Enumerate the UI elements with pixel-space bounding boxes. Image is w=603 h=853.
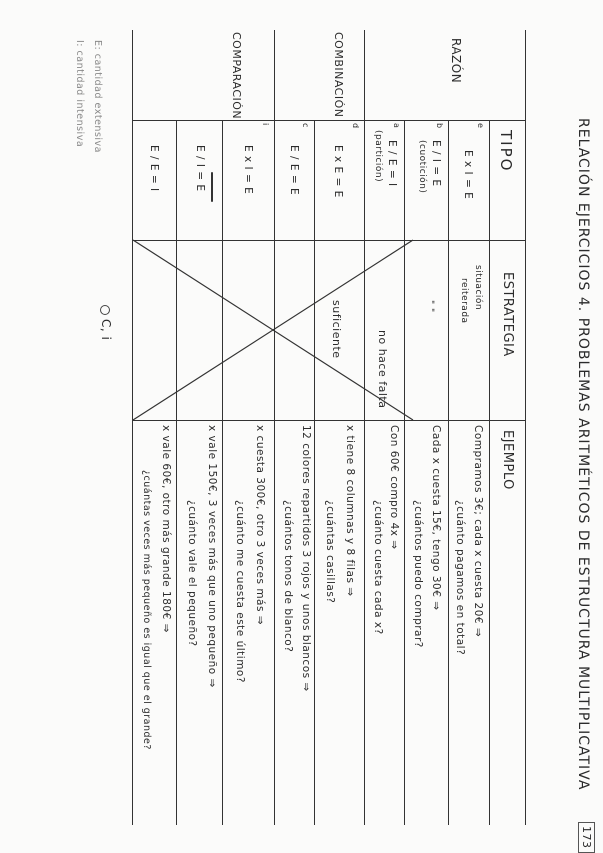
ejemplo-cell: Con 60€ compro 4x ⇒	[388, 425, 400, 550]
page-title: RELACIÓN EJERCICIOS 4. PROBLEMAS ARITMÉTICOS DE ESTRUCTURA MULTIPLICATIVA	[575, 118, 591, 791]
tipo-mark: a	[392, 123, 401, 129]
legend-extensiva: E: cantidad extensiva	[92, 40, 103, 153]
tipo-cell: E / E = I	[386, 140, 398, 187]
tipo-cell: E / I = E	[430, 140, 442, 187]
tipo-mark: e	[476, 123, 485, 129]
header-estrategia: ESTRATEGIA	[500, 272, 515, 357]
tipo-cell: E x I = E	[462, 150, 474, 200]
estrategia-cell: suficiente	[330, 300, 343, 359]
tipo-mark: d	[351, 123, 360, 129]
ejemplo-cell: x tiene 8 columnas y 8 filas ⇒	[344, 425, 356, 597]
ejemplo-cell: ¿cuánto me cuesta este último?	[234, 500, 246, 683]
legend-intensiva: I: cantidad intensiva	[74, 40, 85, 148]
ejemplo-cell: x cuesta 300€, otro 3 veces más ⇒	[254, 425, 266, 626]
estrategia-cell: " "	[425, 300, 435, 313]
ejemplo-cell: x vale 150€, 3 veces más que uno pequeño ⇒	[206, 425, 218, 688]
page-number: 173	[578, 822, 595, 853]
estrategia-cell: no hace falta	[376, 330, 389, 409]
tipo-cell: E / E = I	[148, 145, 160, 192]
group-label-comparacion: COMPARACIÓN	[230, 32, 243, 120]
tipo-cell: (cuotición)	[417, 140, 427, 194]
group-label-razon: RAZÓN	[449, 38, 463, 84]
ejemplo-cell: ¿cuántas veces más pequeño es igual que el grande?	[141, 470, 152, 750]
ejemplo-cell: ¿cuánto cuesta cada x?	[372, 500, 384, 635]
tipo-cell: E x I = E	[242, 145, 254, 195]
header-tipo: TIPO	[497, 130, 515, 173]
tipo-cell: E / I = E	[194, 145, 206, 192]
ejemplo-cell: ¿cuántas casillas?	[324, 500, 336, 604]
tipo-mark: b	[435, 123, 444, 129]
tipo-mark: i	[261, 123, 270, 126]
circled-answer	[99, 305, 113, 340]
ejemplo-cell: Cada x cuesta 15€, tengo 30€ ⇒	[430, 425, 442, 611]
tipo-mark: c	[301, 123, 310, 128]
ejemplo-cell: ¿cuánto vale el pequeño?	[186, 500, 198, 647]
circled-answer-text: C, i	[99, 319, 113, 341]
header-ejemplo: EJEMPLO	[500, 430, 515, 490]
ejemplo-cell: 12 colores repartidos 3 rojos y unos blancos ⇒	[300, 425, 312, 692]
group-label-combinacion: COMBINACIÓN	[332, 32, 345, 118]
estrategia-cell: situación	[473, 265, 483, 311]
ejemplo-cell: ¿cuánto pagamos en total?	[454, 500, 466, 656]
tipo-cell: E x E = E	[332, 145, 344, 198]
ejemplo-cell: ¿cuántos tonos de blanco?	[282, 500, 294, 653]
ejemplo-cell: Compramos 3€; cada x cuesta 20€ ⇒	[472, 425, 484, 638]
estrategia-cell: reiterada	[459, 278, 469, 324]
tipo-cell: E / E = E	[288, 145, 300, 196]
highlight-mark	[211, 172, 213, 202]
ejemplo-cell: x vale 60€, otro más grande 180€ ⇒	[160, 425, 172, 633]
ejemplo-cell: ¿cuántos puedo comprar?	[412, 500, 424, 648]
tipo-cell: (partición)	[373, 130, 383, 183]
